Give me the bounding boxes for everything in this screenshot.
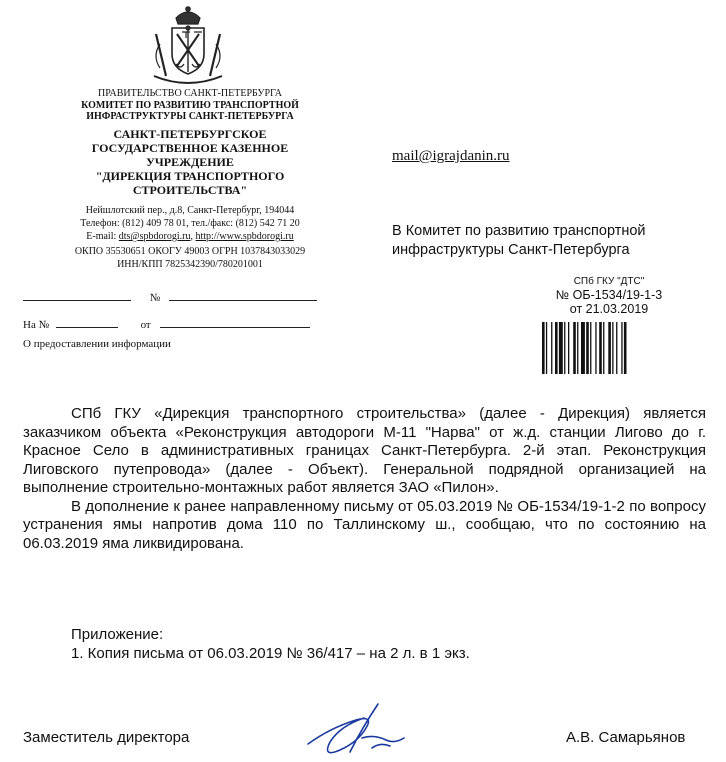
committee-line-2: ИНФРАСТРУКТУРЫ САНКТ-ПЕТЕРБУРГА	[86, 111, 294, 122]
handwritten-signature	[300, 698, 412, 762]
org-okpo: ОКПО 35530651 ОКОГУ 49003 ОГРН 1037843033029	[74, 246, 306, 257]
barcode-bar	[595, 322, 596, 374]
number-label: №	[149, 292, 161, 304]
reply-number-blank	[56, 317, 118, 328]
coat-of-arms-emblem	[146, 4, 230, 86]
attachment-block	[71, 625, 470, 663]
org-contacts: E-mail: dts@spbdorogi.ru, http://www.spbdorogi.ru	[86, 231, 294, 242]
reply-date-blank	[160, 317, 310, 328]
from-label: от	[140, 319, 151, 331]
government-name: ПРАВИТЕЛЬСТВО САНКТ-ПЕТЕРБУРГА	[98, 88, 282, 99]
date-blank	[23, 290, 131, 301]
stamp-date: от 21.03.2019	[569, 302, 649, 316]
org-line-2: ГОСУДАРСТВЕННОЕ КАЗЕННОЕ	[91, 141, 289, 155]
org-line-5: СТРОИТЕЛЬСТВА"	[132, 183, 248, 197]
barcode-bar	[581, 322, 585, 374]
barcode-bar	[564, 322, 565, 374]
org-email-link[interactable]: dts@spbdorogi.ru	[118, 231, 191, 242]
email-label: E-mail:	[86, 231, 119, 242]
barcode-bar	[559, 322, 563, 374]
barcode-bar	[624, 322, 627, 374]
addressee-line-2: инфраструктуры Санкт-Петербурга	[392, 242, 630, 258]
attachment-heading: Приложение:	[71, 626, 164, 643]
barcode-bar	[586, 322, 589, 374]
barcode-bar	[603, 322, 604, 374]
barcode-bar	[551, 322, 552, 374]
org-line-1: САНКТ-ПЕТЕРБУРГСКОЕ	[113, 127, 267, 141]
org-address: Нейшлотский пер., д.8, Санкт-Петербург, 194044	[85, 205, 295, 216]
stamp-org: СПб ГКУ "ДТС"	[573, 276, 645, 287]
org-inn: ИНН/КПП 7825342390/780201001	[117, 259, 263, 270]
barcode-bar	[616, 322, 617, 374]
barcode-bar	[555, 322, 558, 374]
org-line-3: УЧРЕЖДЕНИЕ	[146, 155, 234, 169]
committee-line-1: КОМИТЕТ ПО РАЗВИТИЮ ТРАНСПОРТНОЙ	[81, 100, 299, 111]
barcode-bar	[546, 322, 547, 374]
barcode-bar	[590, 322, 591, 374]
barcode	[540, 322, 662, 374]
letter-body	[23, 405, 706, 553]
barcode-bar	[542, 322, 545, 374]
body-paragraph-1: СПб ГКУ «Дирекция транспортного строительства» (далее - Дирекция) является заказчиком объекта «Реконструкция автодороги М-11 "Нарва" от ж.д. станции Лигово до г. Красное Село в административных границах Санкт-Петербурга. 2-й этап. Реконструкция Лиговского путепровода» (далее - Объект). Генеральной подрядной организацией на выполнение строительно-монтажных работ является ЗАО «Пилон».	[23, 405, 706, 496]
attachment-item: 1. Копия письма от 06.03.2019 № 36/417 – на 2 л. в 1 экз.	[71, 645, 470, 662]
org-phone: Телефон: (812) 409 78 01, тел./факс: (812) 542 71 20	[80, 218, 300, 229]
barcode-bar	[612, 322, 613, 374]
outgoing-number-line	[23, 290, 317, 304]
org-website-link[interactable]: http://www.spbdorogi.ru	[195, 231, 294, 242]
signer-position: Заместитель директора	[23, 729, 190, 746]
reply-to-label: На №	[23, 319, 50, 331]
registration-stamp	[546, 276, 672, 316]
addressee	[392, 222, 646, 260]
barcode-bar	[599, 322, 602, 374]
number-blank	[169, 290, 317, 301]
stamp-number: № ОБ-1534/19-1-3	[555, 288, 663, 302]
barcode-bar	[568, 322, 569, 374]
barcode-bar	[577, 322, 578, 374]
body-paragraph-2: В дополнение к ранее направленному письму от 05.03.2019 № ОБ-1534/19-1-2 по вопросу устранения ямы напротив дома 110 по Таллинскому ш., сообщаю, что по состоянию на 06.03.2019 яма ликвидирована.	[23, 497, 706, 552]
letter-subject: О предоставлении информации	[23, 338, 171, 350]
addressee-line-1: В Комитет по развитию транспортной	[392, 223, 646, 239]
recipient-email[interactable]: mail@igrajdanin.ru	[392, 148, 510, 164]
signer-name: А.В. Самарьянов	[566, 729, 686, 746]
barcode-bar	[573, 322, 576, 374]
reply-to-line	[23, 317, 310, 331]
barcode-bar	[621, 322, 622, 374]
org-line-4: "ДИРЕКЦИЯ ТРАНСПОРТНОГО	[95, 169, 285, 183]
barcode-bar	[608, 322, 611, 374]
